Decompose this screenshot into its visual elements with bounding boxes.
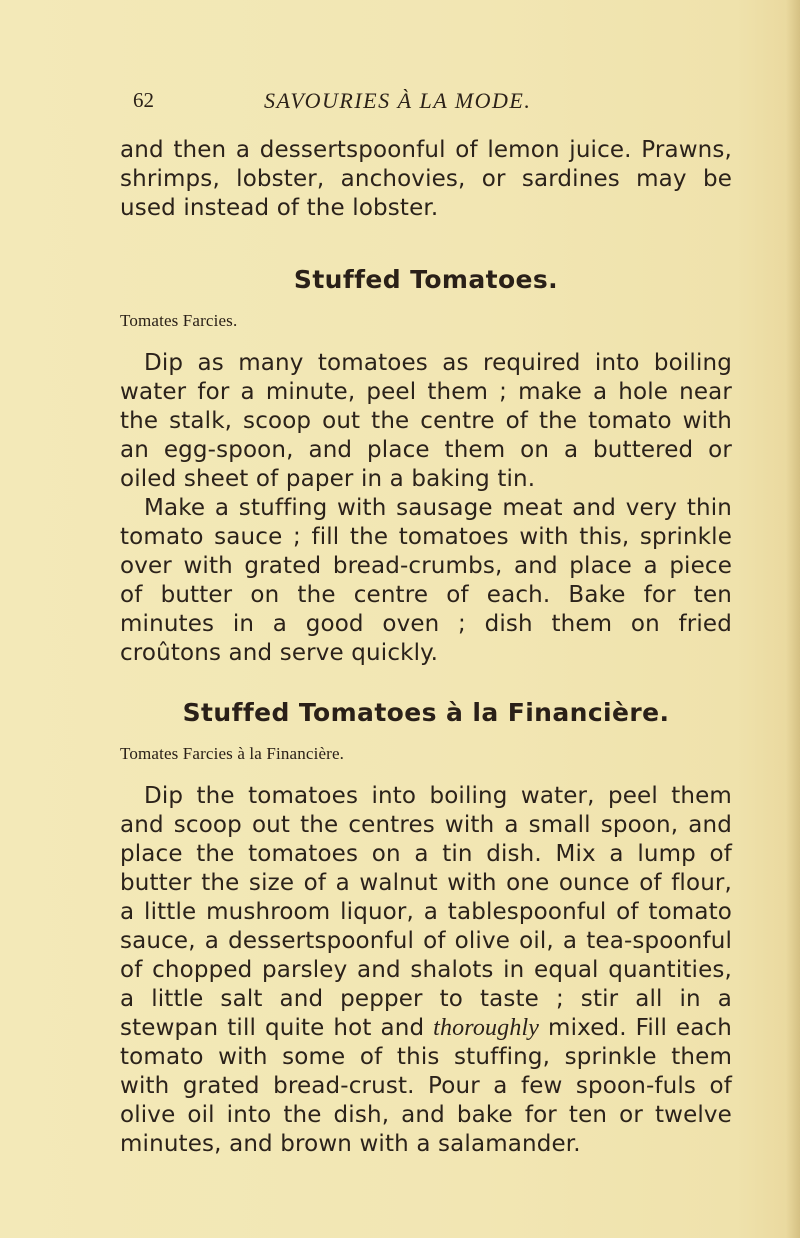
recipe-paragraph (120, 782, 732, 1159)
recipe-paragraph: Make a stuffing with sausage meat and very thin tomato sauce ; fill the tomatoes with this, sprinkle over with grated bread-crumbs, and place a piece of butter on the centre of each. Bake for ten minutes in a good oven ; dish them on fried croûtons and serve quickly. (120, 495, 732, 666)
page-edge-shadow (786, 0, 800, 1238)
running-title: SAVOURIES À LA MODE. (264, 88, 532, 113)
recipe-subtitle-tomates-farcies: Tomates Farcies. (120, 311, 238, 330)
intro-paragraph: and then a dessertspoonful of lemon juice. Prawns, shrimps, lobster, anchovies, or sardines may be used instead of the lobster. (120, 137, 732, 221)
page-content (120, 136, 732, 1159)
recipe-text-part: Dip the tomatoes into boiling water, peel them and scoop out the centres with a small spoon, and place the tomatoes on a tin dish. Mix a lump of butter the size of a walnut with one ounce of flour, a little mushroom liquor, a tablespoonful of tomato sauce, a dessertspoonful of olive oil, a tea-spoonful of chopped parsley and shalots in equal quantities, a little salt and pepper to taste ; stir all in a stewpan till quite hot and (120, 783, 732, 1041)
recipe-subtitle-tomates-farcies-financiere: Tomates Farcies à la Financière. (120, 744, 345, 763)
recipe-text-part: mixed. Fill each tomato with some of this stuffing, sprinkle them with grated bread-crust. Pour a few spoon-fuls of olive oil into the dish, and bake for ten or twelve minutes, and brown with a salamander. (120, 1015, 733, 1157)
recipe-title-stuffed-tomatoes: Stuffed Tomatoes. (293, 265, 559, 294)
emphasis-word: thoroughly (433, 1015, 540, 1041)
page-number: 62 (133, 88, 154, 112)
recipe-title-stuffed-tomatoes-financiere: Stuffed Tomatoes à la Financière. (182, 698, 670, 727)
running-head (133, 88, 733, 118)
recipe-paragraph: Dip as many tomatoes as required into boiling water for a minute, peel them ; make a hole near the stalk, scoop out the centre of the tomato with an egg-spoon, and place them on a buttered or oiled sheet of paper in a baking tin. (120, 350, 732, 492)
